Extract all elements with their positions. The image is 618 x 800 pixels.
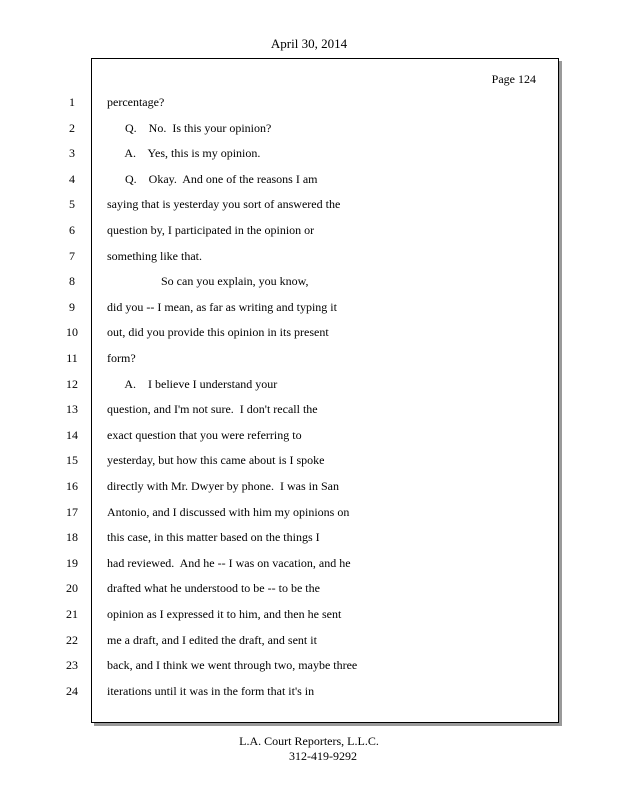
line-number: 23 [66, 658, 78, 672]
line-text: had reviewed. And he -- I was on vacation, and he [107, 556, 351, 570]
line-number: 17 [66, 505, 78, 519]
line-text: exact question that you were referring to [107, 428, 302, 442]
footer-phone: 312-419-9292 [289, 749, 357, 763]
line-text: So can you explain, you know, [107, 274, 309, 288]
line-text: iterations until it was in the form that it's in [107, 684, 315, 698]
line-number: 14 [66, 428, 78, 442]
line-number: 8 [69, 274, 75, 288]
line-text: drafted what he understood to be -- to be the [107, 581, 320, 595]
line-text: question by, I participated in the opinion or [107, 223, 315, 237]
line-text: opinion as I expressed it to him, and then he sent [107, 607, 342, 621]
line-number: 10 [66, 325, 78, 339]
line-number: 11 [66, 351, 78, 365]
line-text: Antonio, and I discussed with him my opinions on [107, 505, 350, 519]
line-text: this case, in this matter based on the things I [107, 530, 320, 544]
line-number: 16 [66, 479, 78, 493]
line-text: out, did you provide this opinion in its present [107, 325, 329, 339]
line-text: back, and I think we went through two, maybe three [107, 658, 358, 672]
line-number: 7 [69, 249, 75, 263]
line-number: 24 [66, 684, 78, 698]
line-number: 15 [66, 453, 78, 467]
line-text: A. I believe I understand your [107, 377, 278, 391]
line-number: 3 [69, 146, 75, 160]
line-number: 18 [66, 530, 78, 544]
line-number: 12 [66, 377, 78, 391]
line-text: directly with Mr. Dwyer by phone. I was in San [107, 479, 339, 493]
footer-company: L.A. Court Reporters, L.L.C. [239, 734, 379, 748]
line-number: 9 [69, 300, 75, 314]
line-text: something like that. [107, 249, 202, 263]
line-text: saying that is yesterday you sort of answered the [107, 197, 341, 211]
line-number: 19 [66, 556, 78, 570]
line-text: Q. Okay. And one of the reasons I am [107, 172, 318, 186]
line-number: 1 [69, 95, 75, 109]
header-date: April 30, 2014 [270, 36, 348, 51]
line-number: 2 [69, 121, 75, 135]
line-text: question, and I'm not sure. I don't recall the [107, 402, 318, 416]
line-text: did you -- I mean, as far as writing and typing it [107, 300, 337, 314]
line-number: 5 [69, 197, 75, 211]
line-number: 4 [69, 172, 75, 186]
line-number: 13 [66, 402, 78, 416]
line-text: me a draft, and I edited the draft, and sent it [107, 633, 317, 647]
line-text: Q. No. Is this your opinion? [107, 121, 272, 135]
line-text: yesterday, but how this came about is I spoke [107, 453, 325, 467]
line-text: form? [107, 351, 136, 365]
line-text: percentage? [107, 95, 165, 109]
page-number: Page 124 [491, 72, 536, 86]
line-number: 21 [66, 607, 78, 621]
line-number: 20 [66, 581, 78, 595]
line-number: 22 [66, 633, 78, 647]
line-text: A. Yes, this is my opinion. [107, 146, 261, 160]
line-number: 6 [69, 223, 75, 237]
